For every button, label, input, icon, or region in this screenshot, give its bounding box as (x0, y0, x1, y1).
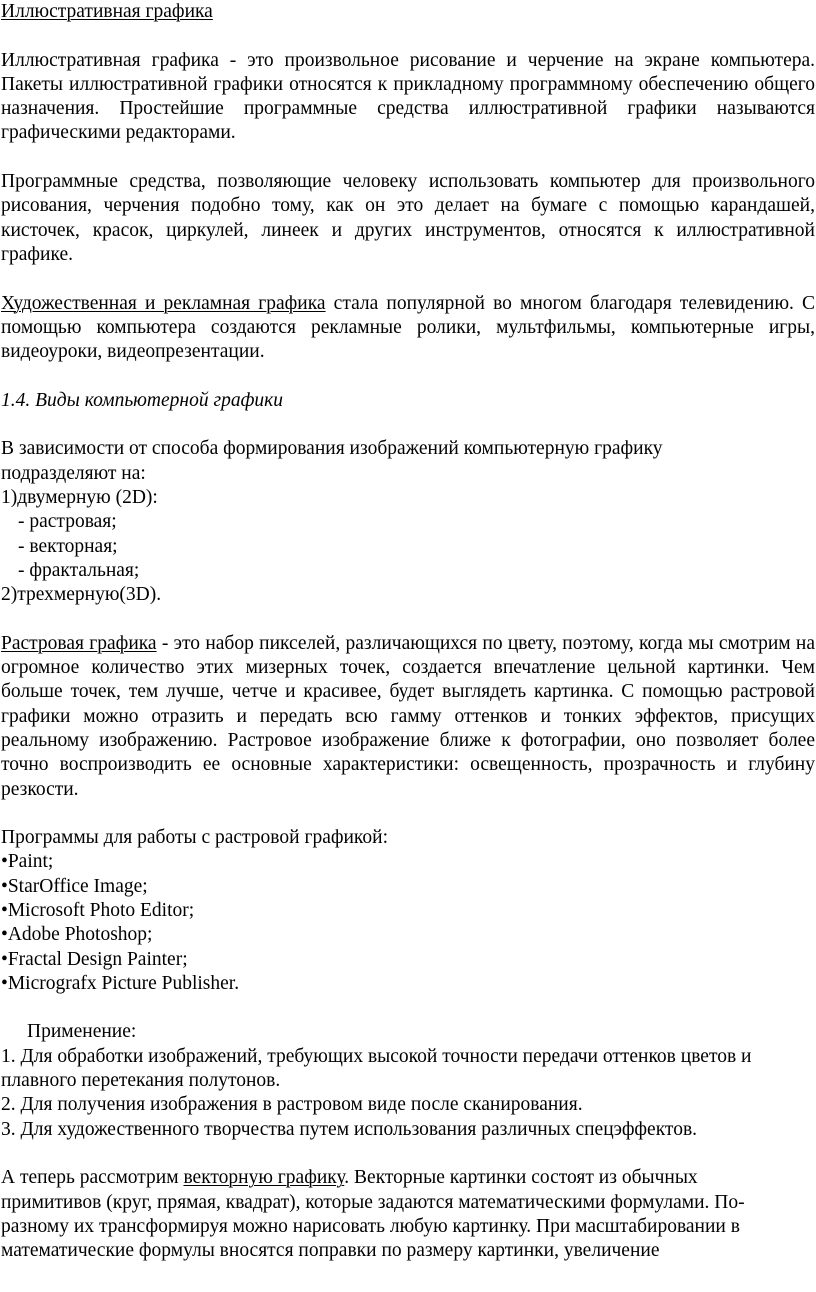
spacer (1, 146, 815, 170)
application-item-1-line2: плавного перетекания полутонов. (1, 1070, 281, 1092)
classification-intro-line1: В зависимости от способа формирования изображений компьютерную графику (1, 438, 663, 460)
list-item: •StarOffice Image; (1, 875, 148, 897)
list-item: •Adobe Photoshop; (1, 924, 153, 946)
application-heading: Применение: (27, 1021, 137, 1043)
programs-heading: Программы для работы с растровой графикой: (1, 827, 389, 849)
classification-intro-line2: подразделяют на: (1, 462, 146, 484)
page-title: Иллюстративная графика (1, 1, 213, 22)
paragraph-tools: Программные средства, позволяющие человеку использовать компьютер для произвольного рисования, черчения подобно тому, как он это делает на бумаге с помощью карандашей, кисточек, красок, циркулей, линеек и других инструментов, относятся к иллюстративной графике. (1, 171, 815, 265)
paragraph-definition: Иллюстративная графика - это произвольное рисование и черчение на экране компьютера. Пакеты иллюстративной графики относятся к прикладному программному обеспечению общего назначения. Простейшие программные средства иллюстративной графики называются графическими редакторами. (1, 49, 815, 144)
classification-item-3d: 2)трехмерную(3D). (1, 584, 162, 606)
application-list (1, 1020, 815, 1141)
paragraph-advertising (1, 292, 815, 365)
vector-line-2: примитивов (круг, прямая, квадрат), которые задаются математическими формулами. По- (1, 1191, 745, 1213)
document-page (1, 0, 815, 1263)
spacer (1, 364, 815, 388)
paragraph-vector (1, 1166, 815, 1263)
spacer (1, 267, 815, 291)
application-item-3: 3. Для художественного творчества путем использования различных спецэффектов. (1, 1118, 698, 1140)
raster-graphics-text: - это набор пикселей, различающихся по цвету, поэтому, когда мы смотрим на огромное количество этих мизерных точек, создается впечатление цельной картинки. Чем больше точек, тем лучше, четче и красивее, будет выглядеть картинка. С помощью растровой графики можно отразить и передать всю гамму оттенков и тонких эффектов, присущих реальному изображению. Растровое изображение ближе к фотографии, оно позволяет более точно воспроизводить ее основные характеристики: освещенность, прозрачность и глубину резкости. (1, 632, 816, 800)
advertising-graphics-text: стала популярной во многом благодаря телевидению. С помощью компьютера создаются рекламные ролики, мультфильмы, компьютерные игры, видеоуроки, видеопрезентации. (1, 292, 816, 363)
classification-subitem-fractal: - фрактальная; (18, 559, 140, 581)
application-item-1-line1: 1. Для обработки изображений, требующих высокой точности передачи оттенков цветов и (1, 1045, 752, 1067)
classification-item-2d: 1)двумерную (2D): (1, 486, 158, 508)
vector-intro-text: А теперь рассмотрим (1, 1167, 184, 1189)
spacer (1, 996, 815, 1020)
application-item-2: 2. Для получения изображения в растровом виде после сканирования. (1, 1094, 583, 1116)
vector-graphics-term: векторную графику (183, 1167, 345, 1189)
paragraph-raster (1, 632, 815, 802)
vector-intro-text-end: . Векторные картинки состоят из обычных (344, 1167, 698, 1189)
advertising-graphics-term: Художественная и рекламная графика (1, 292, 326, 314)
raster-graphics-term: Растровая графика (1, 632, 157, 654)
section-heading: 1.4. Виды компьютерной графики (1, 389, 284, 411)
spacer (1, 413, 815, 437)
spacer (1, 802, 815, 826)
spacer (1, 607, 815, 631)
classification-subitem-vector: - векторная; (18, 535, 118, 557)
vector-line-3: разному их трансформируя можно нарисовать любую картинку. При масштабировании в (1, 1215, 740, 1237)
programs-list (1, 826, 815, 996)
vector-line-4: математические формулы вносятся поправки по размеру картинки, увеличение (1, 1240, 660, 1262)
vector-line-1 (1, 1166, 815, 1190)
list-item: •Paint; (1, 851, 54, 873)
classification-subitem-raster: - растровая; (18, 511, 117, 533)
list-item: •Microsoft Photo Editor; (1, 899, 195, 921)
list-item: •Micrografx Picture Publisher. (1, 972, 240, 994)
spacer (1, 1142, 815, 1166)
spacer (1, 24, 815, 48)
classification-block (1, 437, 815, 607)
list-item: •Fractal Design Painter; (1, 948, 188, 970)
